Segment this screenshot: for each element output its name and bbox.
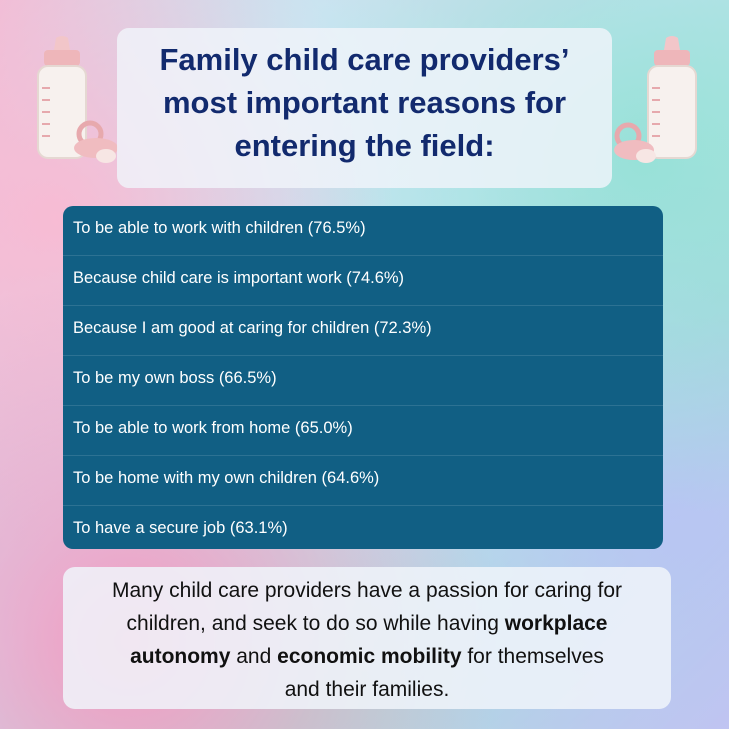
list-item: To have a secure job (63.1%) (73, 519, 288, 537)
baby-bottle-icon-left (24, 36, 124, 166)
list-item: To be able to work with children (76.5%) (63, 206, 663, 256)
summary-line-3 (71, 640, 663, 673)
summary-bold-text: economic mobility (277, 645, 462, 668)
reasons-list (63, 206, 663, 549)
summary-line-1: Many child care providers have a passion for caring for (111, 579, 623, 602)
summary-bold-text: autonomy (130, 645, 231, 668)
baby-bottle-icon-right (612, 36, 712, 166)
list-item: Because I am good at caring for children (72.3%) (63, 306, 663, 356)
summary-text: children, and seek to do so while having (126, 612, 505, 635)
summary-text: for themselves (461, 645, 604, 668)
summary-line-4: and their families. (284, 678, 450, 701)
title-line-2: most important reasons for (162, 85, 567, 120)
title-line-1: Family child care providers’ (159, 42, 570, 77)
title-line-3: entering the field: (234, 128, 495, 163)
summary-card (63, 567, 671, 709)
summary-text: and (230, 645, 278, 668)
list-item: Because child care is important work (74.6%) (63, 256, 663, 306)
summary-bold-text: workplace (504, 612, 608, 635)
title-card (117, 28, 612, 188)
list-item: To be my own boss (66.5%) (63, 356, 663, 406)
summary-line-2 (71, 607, 663, 640)
list-item: To be able to work from home (65.0%) (63, 406, 663, 456)
list-item: To be home with my own children (64.6%) (63, 456, 663, 506)
